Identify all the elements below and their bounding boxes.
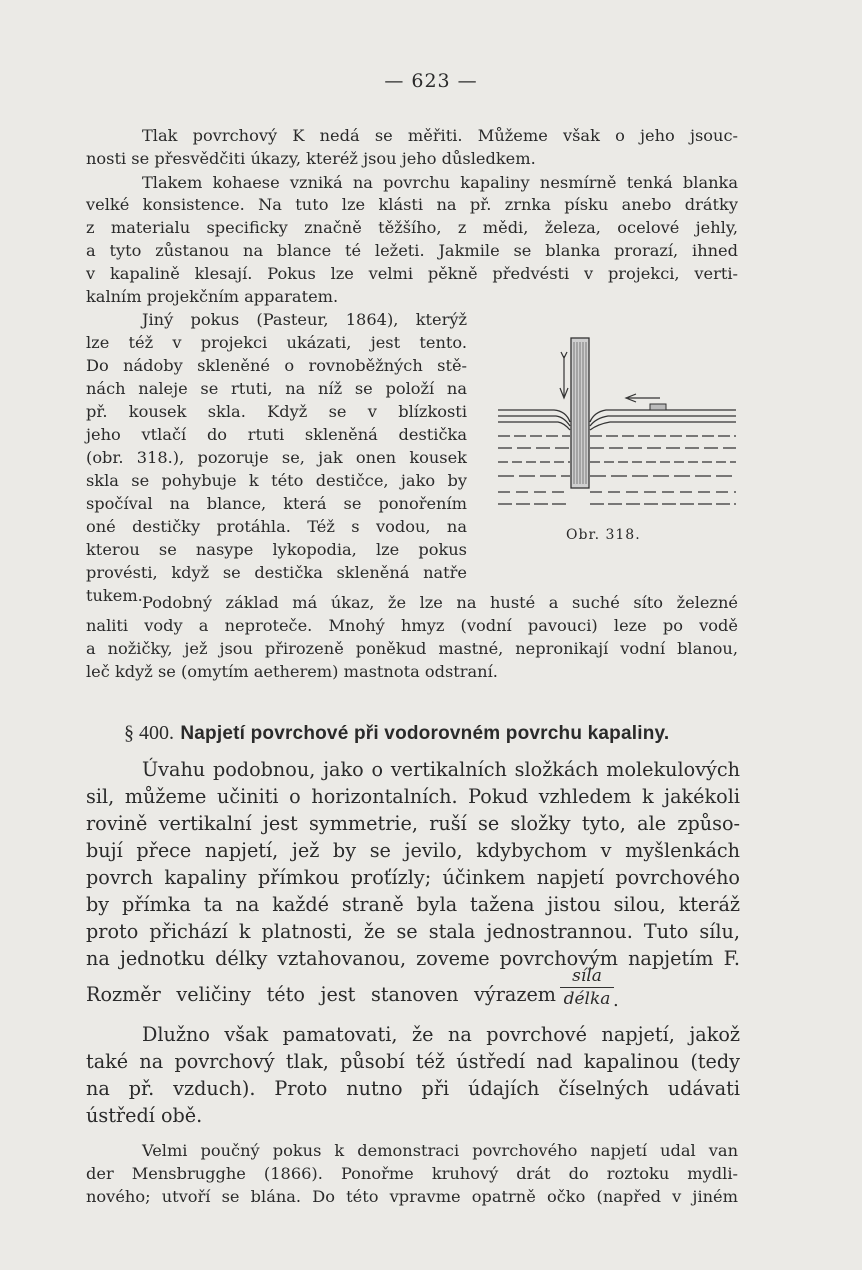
text-line: Dlužno však pamatovati, že na povrchové napjetí, jakož — [142, 1023, 740, 1046]
text-line: (obr. 318.), pozoruje se, jak onen kousek — [86, 448, 467, 467]
text-line: der Mensbrugghe (1866). Ponořme kruhový drát do roztoku mydli- — [86, 1164, 738, 1183]
figure-caption: Obr. 318. — [566, 527, 641, 543]
formula-denominator: délka — [563, 989, 611, 1009]
text-line: př. kousek skla. Když se v blízkosti — [86, 402, 467, 421]
formula-period: . — [613, 990, 619, 1011]
text-line: také na povrchový tlak, působí též ústředí nad kapalinou (tedy — [86, 1050, 740, 1073]
text-line: na př. vzduch). Proto nutno při údajích číselných udávati — [86, 1077, 740, 1100]
text-line: Tlak povrchový K nedá se měřiti. Můžeme však o jeho jsouc- — [142, 126, 738, 145]
text-line: Podobný základ má úkaz, že lze na husté a suché síto železné — [142, 593, 738, 612]
text-line: oné destičky protáhla. Též s vodou, na — [86, 517, 467, 536]
text-line: by přímka ta na každé straně byla tažena jistou silou, kteráž — [86, 893, 740, 916]
text-line: Do nádoby skleněné o rovnoběžných stě- — [86, 356, 467, 375]
fraction-bar — [560, 987, 614, 988]
text-line: Tlakem kohaese vzniká na povrchu kapaliny nesmírně tenká blanka — [142, 173, 738, 192]
text-line: Úvahu podobnou, jako o vertikalních složkách molekulových — [142, 758, 740, 781]
text-line: kterou se nasype lykopodia, lze pokus — [86, 540, 467, 559]
text-line: z materialu specificky značně těžšího, z mědi, železa, ocelové jehly, — [86, 218, 738, 237]
text-line: v kapalině klesají. Pokus lze velmi pěkně předvésti v projekci, verti- — [86, 264, 738, 283]
formula-numerator: síla — [572, 966, 602, 986]
text-line: tukem. — [86, 586, 143, 605]
text-line: jeho vtlačí do rtuti skleněná destička — [86, 425, 467, 444]
text-line: a nožičky, jež jsou přirozeně poněkud mastné, nepronikají vodní blanou, — [86, 639, 738, 658]
text-line: spočíval na blance, která se ponořením — [86, 494, 467, 513]
text-line: lze též v projekci ukázati, jest tento. — [86, 333, 467, 352]
text-line: sil, můžeme učiniti o horizontalních. Pokud vzhledem k jakékoli — [86, 785, 740, 808]
text-line: proto přichází k platnosti, že se stala jednostrannou. Tuto sílu, — [86, 920, 740, 943]
text-line: na jednotku délky vztahovanou, zoveme povrchovým napjetím F. — [86, 947, 740, 970]
text-line: Jiný pokus (Pasteur, 1864), kterýž — [142, 310, 467, 329]
text-line: velké konsistence. Na tuto lze klásti na př. zrnka písku anebo drátky — [86, 195, 738, 214]
text-line: nách naleje se rtuti, na níž se položí na — [86, 379, 467, 398]
text-line: Velmi poučný pokus k demonstraci povrchového napjetí udal van — [142, 1141, 738, 1160]
text-line: kalním projekčním apparatem. — [86, 287, 339, 306]
text-line: rovině vertikalní jest symmetrie, ruší se složky tyto, ale způso- — [86, 812, 740, 835]
text-line: povrch kapaliny přímkou proťízly; účinkem napjetí povrchového — [86, 866, 740, 889]
text-line: leč když se (omytím aetherem) mastnota odstraní. — [86, 662, 498, 681]
text-line: a tyto zůstanou na blance té ležeti. Jakmile se blanka prorazí, ihned — [86, 241, 738, 260]
text-line: naliti vody a neproteče. Mnohý hmyz (vodní pavouci) leze po vodě — [86, 616, 738, 635]
text-line: ústředí obě. — [86, 1104, 203, 1127]
figure-318-diagram — [494, 332, 740, 512]
text-line: bují přece napjetí, jež by se jevilo, kdybychom v myšlenkách — [86, 839, 740, 862]
dimension-formula — [560, 966, 614, 1009]
text-line: provésti, když se destička skleněná natře — [86, 563, 467, 582]
text-line: Rozměr veličiny této jest stanoven výrazem — [86, 983, 556, 1006]
section-heading — [124, 720, 724, 745]
page-number: — 623 — — [384, 70, 478, 92]
section-number: § 400. — [124, 722, 174, 744]
text-line: nosti se přesvědčiti úkazy, kteréž jsou jeho důsledkem. — [86, 149, 536, 168]
text-line: nového; utvoří se blána. Do této vpravme opatrně očko (napřed v jiném — [86, 1187, 738, 1206]
text-line: skla se pohybuje k této destičce, jako by — [86, 471, 467, 490]
section-title: Napjetí povrchové při vodorovném povrchu kapaliny. — [180, 723, 670, 744]
